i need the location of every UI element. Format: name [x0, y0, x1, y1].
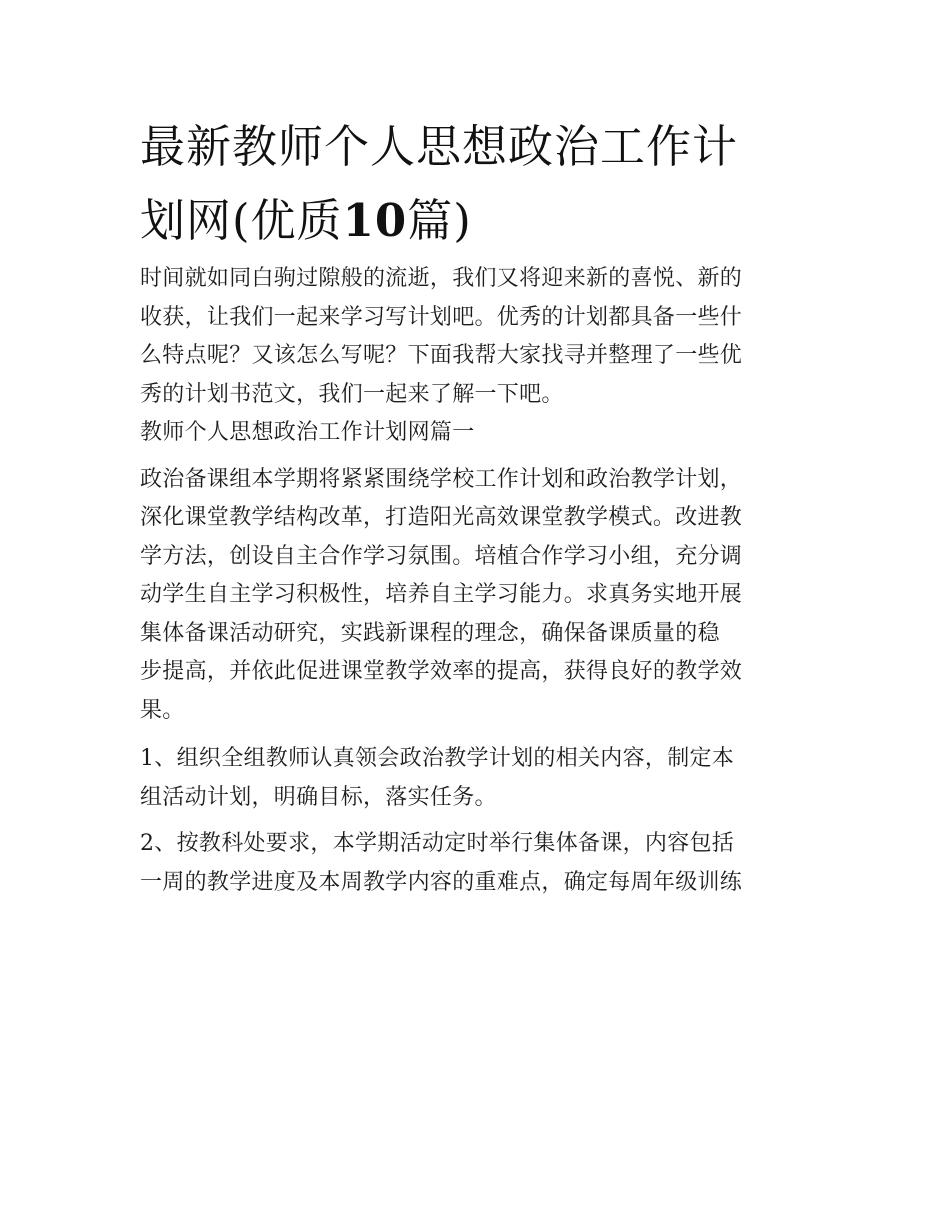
intro-line: 秀的计划书范文，我们一起来了解一下吧。 — [140, 381, 564, 407]
body-paragraph — [140, 461, 812, 731]
title-line-2-text: 划网(优质 — [140, 194, 343, 247]
title-line-1: 最新教师个人思想政治工作计 — [140, 120, 739, 173]
intro-line: 收获，让我们一起来学习写计划吧。优秀的计划都具备一些什 — [140, 304, 743, 330]
document-title — [140, 110, 812, 258]
title-line-2 — [140, 184, 812, 258]
intro-line: 时间就如同白驹过隙般的流逝，我们又将迎来新的喜悦、新的 — [140, 266, 743, 291]
body-line: 步提高，并依此促进课堂教学效率的提高，获得良好的教学效 — [140, 659, 743, 684]
document-content — [140, 110, 812, 902]
body-line: 学方法，创设自主合作学习氛围。培植合作学习小组，充分调 — [140, 543, 743, 569]
body-line: 动学生自主学习积极性，培养自主学习能力。求真务实地开展 — [140, 582, 743, 607]
item1-line: 1、组织全组教师认真领会政治教学计划的相关内容，制定本 — [140, 746, 735, 771]
item1-line: 组活动计划，明确目标，落实任务。 — [140, 784, 497, 810]
section-heading: 教师个人思想政治工作计划网篇一 — [140, 420, 475, 445]
item2-line: 2、按教科处要求，本学期活动定时举行集体备课，内容包括 — [140, 831, 735, 856]
body-line: 果。 — [140, 697, 185, 723]
title-line-2-end: 篇) — [407, 194, 472, 247]
list-item-2 — [140, 825, 812, 902]
item2-line: 一周的教学进度及本周教学内容的重难点，确定每周年级训练 — [140, 869, 743, 895]
intro-paragraph — [140, 260, 812, 414]
title-number: 10 — [342, 194, 408, 247]
body-line: 深化课堂教学结构改革，打造阳光高效课堂教学模式。改进教 — [140, 505, 743, 530]
body-line: 集体备课活动研究，实践新课程的理念，确保备课质量的稳 — [140, 620, 720, 646]
list-item-1 — [140, 740, 812, 817]
intro-line: 么特点呢？又该怎么写呢？下面我帮大家找寻并整理了一些优 — [140, 343, 743, 368]
body-line: 政治备课组本学期将紧紧围绕学校工作计划和政治教学计划， — [140, 466, 743, 492]
